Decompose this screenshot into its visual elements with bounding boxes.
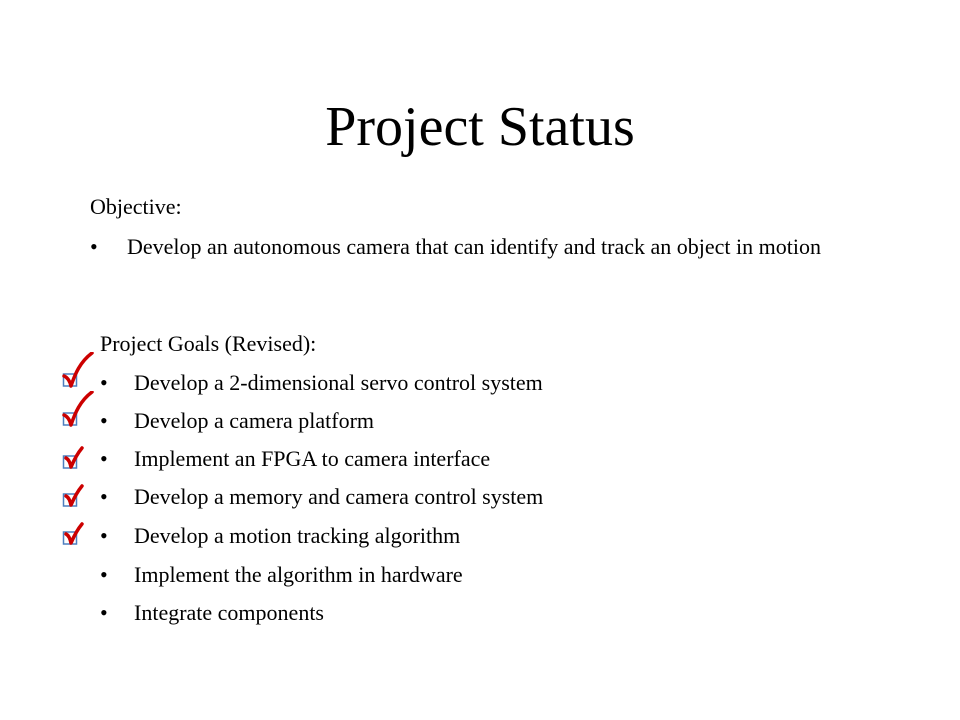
bullet-dot: •: [90, 234, 98, 259]
goal-text: Develop a motion tracking algorithm: [134, 523, 461, 548]
bullet-dot: •: [100, 562, 108, 587]
bullet-dot: •: [100, 370, 108, 395]
objective-text: Develop an autonomous camera that can identify and track an object in motion: [127, 234, 821, 259]
bullet-dot: •: [100, 600, 108, 625]
bullet-dot: •: [100, 523, 108, 548]
checkmark-icon: [62, 434, 98, 470]
check-stroke: [64, 353, 92, 386]
slide-title: Project Status: [325, 96, 635, 158]
goals-heading: Project Goals (Revised):: [100, 331, 317, 356]
checkmark-icon: [62, 352, 98, 388]
goal-text: Develop a camera platform: [134, 408, 375, 433]
checkmark-icon: [62, 472, 98, 508]
check-stroke: [64, 392, 92, 425]
checkmark-icon: [62, 510, 98, 546]
objective-item: [90, 233, 880, 261]
checkmark-icon: [62, 391, 98, 427]
bullet-dot: •: [100, 484, 108, 509]
goal-text: Implement the algorithm in hardware: [134, 562, 463, 587]
goal-text: Integrate components: [134, 600, 324, 625]
bullet-dot: •: [100, 408, 108, 433]
check-stroke: [66, 448, 82, 467]
objective-heading: Objective:: [90, 194, 182, 219]
goal-text: Develop a 2-dimensional servo control system: [134, 370, 543, 395]
goal-text: Implement an FPGA to camera interface: [134, 446, 491, 471]
check-stroke: [66, 486, 82, 505]
check-stroke: [66, 524, 82, 543]
bullet-dot: •: [100, 446, 108, 471]
goal-text: Develop a memory and camera control system: [134, 484, 544, 509]
